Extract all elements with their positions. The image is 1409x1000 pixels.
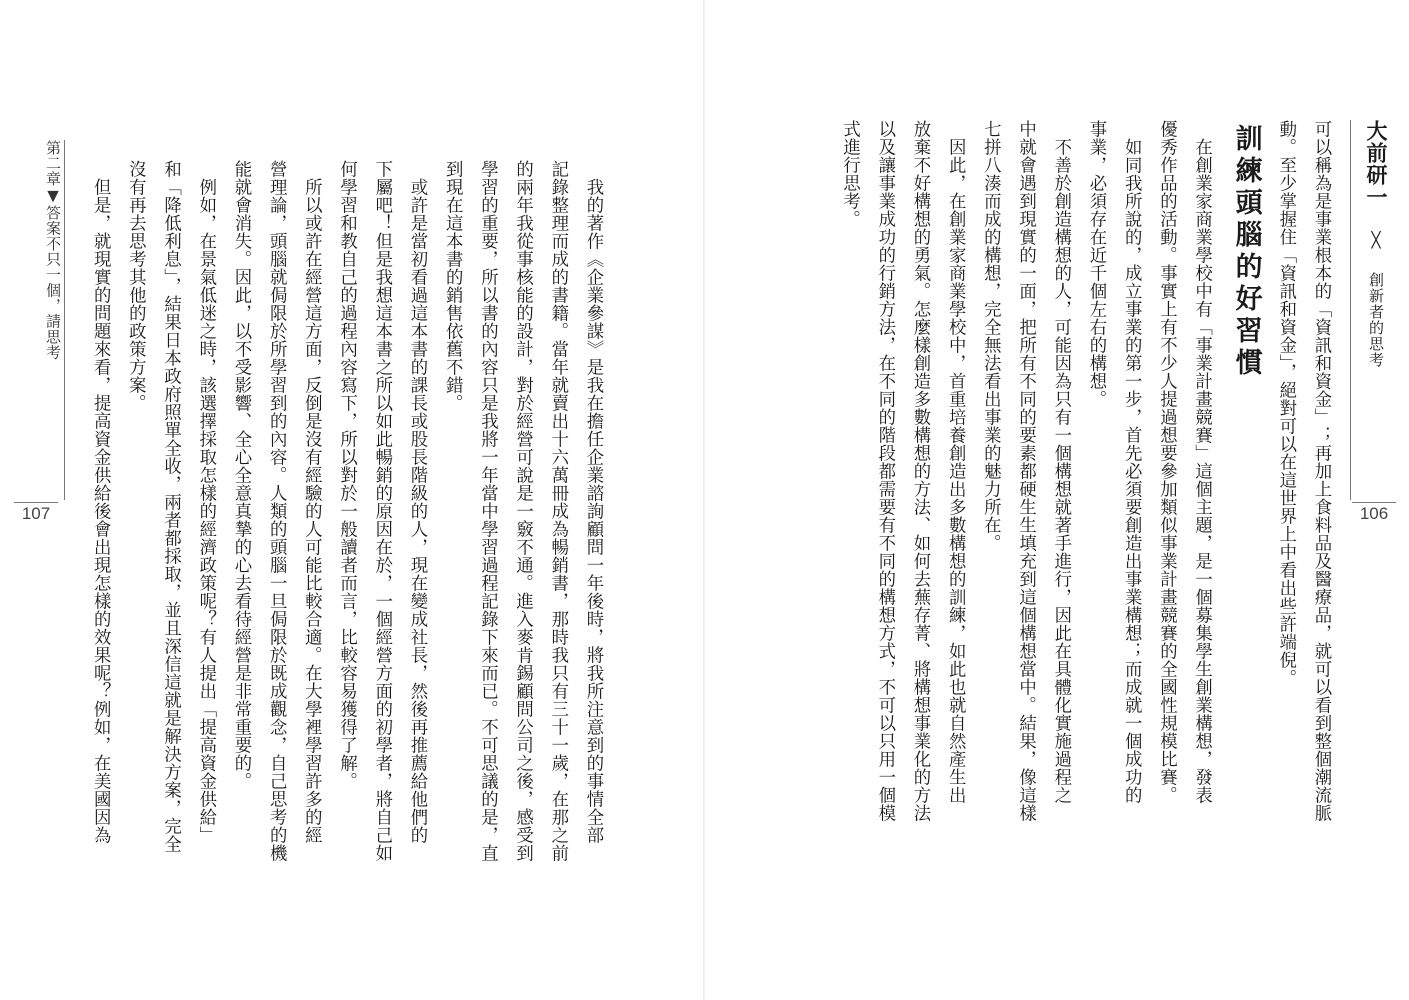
body-line: 在創業家商業學校中有「事業計畫競賽」這個主題，是一個募集學生創業構想，發表 [1191,120,1212,804]
body-line: 我的著作《企業參謀》是我在擔任企業諮詢顧問一年後時，將我所注意到的事情全部 [583,160,603,844]
body-line: 學習的重要，所以書的內容只是我將一年當中學習過程記錄下來而已。不可思議的是，直 [477,160,498,862]
cross-mark-icon: ╳ [1367,231,1385,249]
right-page-body [808,120,1338,920]
body-line: 放棄不好構想的勇氣。怎麼樣創造多數構想的方法、如何去蕪存菁、將構想事業化的方法 [909,120,930,822]
body-line: 記錄整理而成的書籍。當年就賣出十六萬冊成為暢銷書，那時我只有三十一歲，在那之前 [547,160,568,862]
body-line: 或許是當初看過這本書的課長或股長階級的人，現在變成社長，然後再推薦給他們的 [406,160,427,844]
section-heading: 訓練頭腦的好習慣 [1230,124,1262,380]
body-line: 和「降低利息」，結果日本政府照單全收，兩者都採取，並且深信這就是解決方案，完全 [160,160,181,854]
page-number-left: 107 [14,502,58,525]
body-line: 但是，就現實的問題來看，提高資金供給後會出現怎樣的效果呢？例如，在美國因為 [90,160,111,844]
body-line: 何學習和教自己的過程內容寫下，所以對於一般讀者而言，比較容易獲得了解。 [336,160,357,790]
body-line: 優秀作品的活動。事實上有不少人提過想要參加類似事業計畫競賽的全國性規模比賽。 [1156,120,1177,804]
body-line: 例如，在景氣低迷之時，該選擇採取怎樣的經濟政策呢？有人提出「提高資金供給」 [195,160,216,844]
body-line: 以及讓事業成功的行銷方法，在不同的階段都需要有不同的構想方式，不可以只用一個模 [874,120,895,822]
body-line: 如同我所說的，成立事業的第一步，首先必須要創造出事業構想；而成就一個成功的 [1121,120,1142,804]
body-line: 中就會遇到現實的一面，把所有不同的要素都硬生生填充到這個構想當中。結果，像這樣 [1015,120,1036,822]
left-page [0,0,704,1000]
book-subtitle: 創新者的思考 [1367,272,1385,368]
body-line: 七拼八湊而成的構想，完全無法看出事業的魅力所在。 [980,120,1001,552]
body-line: 動。至少掌握住「資訊和資金」，絕對可以在這世界上中看出些許端倪。 [1275,120,1296,688]
body-line: 事業，必須存在近千個左右的構想。 [1085,120,1106,408]
body-line: 所以或許在經營這方面，反倒是沒有經驗的人可能比較合適。在大學裡學習許多的經 [301,160,322,844]
chapter-running-head: 第二章▼答案不只一個，請思考 [24,140,65,500]
body-line: 式進行思考。 [839,120,860,228]
left-page-body [90,160,610,910]
body-line: 不善於創造構想的人，可能因為只有一個構想就著手進行，因此在具體化實施過程之 [1050,120,1071,804]
body-line: 可以稱為是事業根本的「資訊和資金」；再加上食料品及醫療品，就可以看到整個潮流脈 [1311,120,1331,822]
body-line: 的兩年我從事核能的設計，對於經營可說是一竅不通。進入麥肯錫顧問公司之後，感受到 [512,160,533,862]
body-line: 營理論，頭腦就侷限於所學習到的內容。人類的頭腦一旦侷限於既成觀念，自己思考的機 [266,160,287,862]
body-line: 到現在這本書的銷售依舊不錯。 [442,160,463,412]
book-running-head [1350,120,1391,500]
body-line: 能就會消失。因此，以不受影響、全心全意真摯的心去看待經營是非常重要的。 [230,160,251,790]
book-title: 大前研一 [1364,120,1388,208]
body-line: 下屬吧！但是我想這本書之所以如此暢銷的原因在於，一個經營方面的初學者，將自己如 [371,160,392,862]
body-line: 因此，在創業家商業學校中，首重培養創造出多數構想的訓練，如此也就自然產生出 [945,120,966,804]
body-line: 沒有再去思考其他的政策方案。 [125,160,146,412]
page-number-right: 106 [1352,502,1396,525]
